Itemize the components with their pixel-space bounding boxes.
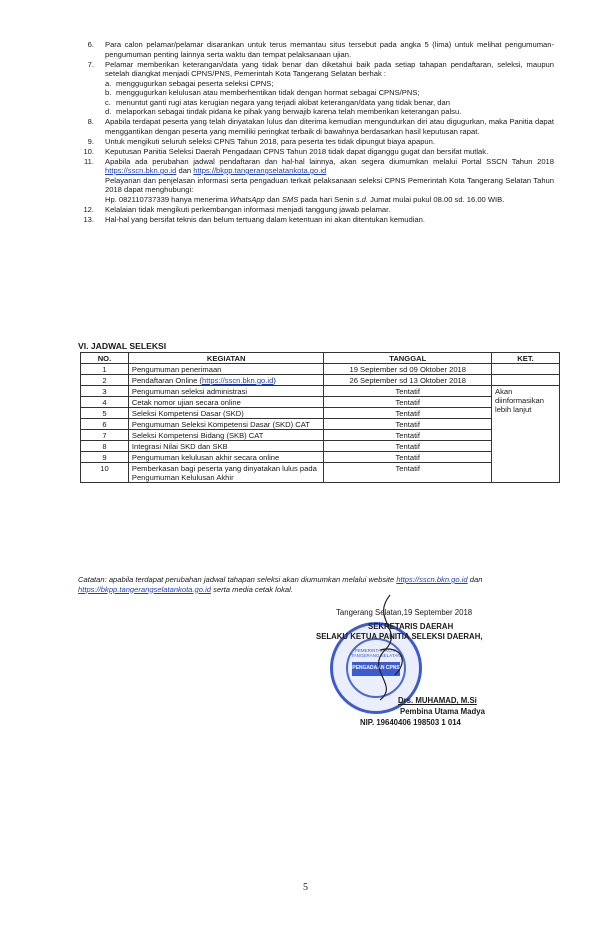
table-header-row [81, 353, 560, 364]
signature-icon [360, 590, 420, 710]
col-header-no: NO. [81, 353, 129, 364]
sub-item: d. melaporkan sebagai tindak pidana ke pihak yang berwajib karena telah memberikan keterangan palsu. [105, 107, 462, 116]
ket-cell: Akan diinformasikan lebih lanjut [492, 386, 560, 483]
signatory-rank: Pembina Utama Madya [400, 707, 485, 716]
list-item [74, 40, 554, 59]
signatory-title: SEKRETARIS DAERAH [368, 622, 454, 631]
sub-item: c. menuntut ganti rugi atas kerugian negara yang terjadi akibat keterangan/data yang tidak benar, dan [105, 97, 450, 107]
numbered-list [74, 40, 554, 225]
item-number: 11. [84, 156, 94, 166]
list-item [74, 60, 554, 117]
table-row: 9 Pengumuman kelulusan akhir secara online Tentatif [81, 452, 560, 463]
table-row: 4 Cetak nomor ujian secara online Tentatif [81, 397, 560, 408]
place-date: Tangerang Selatan,19 September 2018 [336, 608, 473, 617]
item-number: 8. [87, 117, 94, 126]
signatory-nip: NIP. 19640406 198503 1 014 [360, 718, 461, 727]
item-text: Apabila ada perubahan jadwal pendaftaran dan hal-hal lainnya, akan segera diumumkan melalui Portal SSCN Tahun 2018 https://sscn.bkn.go.id dan https://bkpp.tangerangselatankota.go.id Pelayanan dan penjelasan informasi serta pengaduan terkait pelaksanaan seleksi CPNS Pemerintah Kota Tangerang Selatan Tahun 2018 dapat menghubungi: Hp. 082110737339 hanya menerima WhatsApp dan SMS pada hari Senin s.d. Jumat mulai pukul 08.00 sd. 16.00 WIB. [105, 156, 554, 204]
item-number: 9. [87, 136, 94, 146]
sub-item: a. menggugurkan sebagai peserta seleksi CPNS; [105, 78, 274, 88]
schedule-note: Catatan: apabila terdapat perubahan jadwal tahapan seleksi akan diumumkan melalui website https://sscn.bkn.go.id dan https://bkpp.tangerangselatankota.go.id serta media cetak lokal. [78, 575, 483, 594]
list-item [74, 215, 554, 225]
stamp-band-text: PENGADAAN CPNS [352, 665, 400, 671]
item-text: Kelalaian tidak mengikuti perkembangan informasi menjadi tanggung jawab pelamar. [105, 204, 391, 214]
list-item [74, 157, 554, 205]
table-row: 5 Seleksi Kompetensi Dasar (SKD) Tentatif [81, 408, 560, 419]
col-header-ket: KET. [492, 353, 560, 364]
schedule-table [80, 352, 560, 483]
list-item [74, 117, 554, 136]
table-row: 10 Pemberkasan bagi peserta yang dinyatakan lulus pada Pengumuman Kelulusan Akhir Tentatif [81, 463, 560, 483]
col-header-kegiatan: KEGIATAN [128, 353, 324, 364]
item-number: 7. [87, 59, 94, 69]
sub-item: b. menggugurkan kelulusan atau memberhentikan tidak dengan hormat sebagai CPNS/PNS; [105, 88, 420, 97]
table-row: 1 Pengumuman penerimaan 19 September sd 09 Oktober 2018 [81, 364, 560, 375]
stamp-text: PEMERINTAH KOTA TANGERANG SELATAN [351, 648, 401, 658]
item-number: 13. [83, 214, 94, 224]
list-item [74, 137, 554, 147]
table-row: 8 Integrasi Nilai SKD dan SKB Tentatif [81, 441, 560, 452]
sscn-link[interactable]: https://sscn.bkn.go.id [105, 166, 177, 175]
item-text: Untuk mengikuti seluruh seleksi CPNS Tahun 2018, para peserta tes tidak dipungut biaya apapun. [105, 136, 435, 146]
table-row: 3 Pengumuman seleksi administrasi Tentatif Akan diinformasikan lebih lanjut [81, 386, 560, 397]
item-number: 10. [83, 146, 94, 156]
bkpp-link[interactable]: https://bkpp.tangerangselatankota.go.id [193, 166, 327, 175]
item-text: Hal-hal yang bersifat teknis dan belum tertuang dalam ketentuan ini akan ditentukan kemudian. [105, 214, 425, 224]
col-header-tanggal: TANGGAL [324, 353, 492, 364]
table-row: 6 Pengumuman Seleksi Kompetensi Dasar (SKD) CAT Tentatif [81, 419, 560, 430]
section-heading: VI. JADWAL SELEKSI [78, 341, 167, 351]
item-number: 6. [87, 40, 94, 49]
item-text: Keputusan Panitia Seleksi Daerah Pengadaan CPNS Tahun 2018 tidak dapat diganggu gugat dan bersifat mutlak. [105, 146, 489, 156]
sscn-link[interactable]: https://sscn.bkn.go.id [201, 375, 274, 385]
sscn-link[interactable]: https://sscn.bkn.go.id [396, 575, 468, 584]
signatory-role: SELAKU KETUA PANITIA SELEKSI DAERAH, [316, 632, 483, 641]
item-number: 12. [83, 204, 94, 214]
item-text: Apabila terdapat peserta yang telah dinyatakan lulus dan diterima kemudian mengundurkan diri atau digugurkan, maka Panitia dapat menggantikan dengan peserta yang memiliki peringkat terbaik di bawahnya berdasarkan hasil keputusan rapat. [105, 117, 554, 136]
list-item [74, 205, 554, 215]
list-item [74, 147, 554, 157]
bkpp-link[interactable]: https://bkpp.tangerangselatankota.go.id [78, 584, 211, 594]
item-text: Para calon pelamar/pelamar disarankan untuk terus memantau situs tersebut pada angka 5 (lima) untuk melihat pengumuman-pengumuman penting lainnya serta waktu dan tempat pelaksanaan ujian. [105, 40, 554, 59]
table-row: 7 Seleksi Kompetensi Bidang (SKB) CAT Tentatif [81, 430, 560, 441]
table-row: 2 Pendaftaran Online (https://sscn.bkn.go.id) 26 September sd 13 Oktober 2018 [81, 375, 560, 386]
signatory-name: Drs. MUHAMAD, M.Si [398, 696, 477, 705]
page-number: 5 [303, 882, 308, 893]
item-text: Pelamar memberikan keterangan/data yang tidak benar dan diketahui baik pada setiap tahapan pendaftaran, seleksi, maupun setelah diangkat menjadi CPNS/PNS, Pemerintah Kota Tangerang Selatan berhak : a. menggugurkan sebagai peserta seleksi CPNS; b. menggugurkan kelulusan atau memberhentikan tidak dengan hormat sebagai CPNS/PNS; c. menuntut ganti rugi atas kerugian negara yang terjadi akibat keterangan/data yang tidak benar, dan d. melaporkan sebagai tindak pidana ke pihak yang berwajib karena telah memberikan keterangan palsu. [105, 59, 554, 116]
